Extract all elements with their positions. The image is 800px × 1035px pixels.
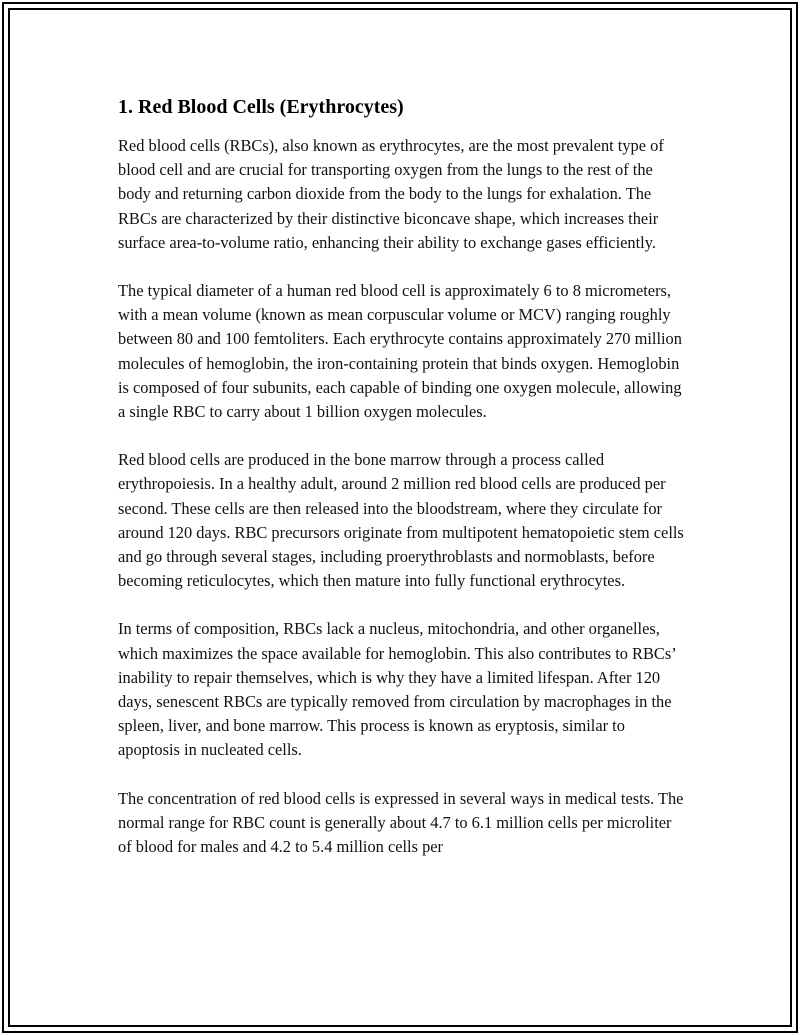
paragraph-size-hemoglobin: The typical diameter of a human red blood cell is approximately 6 to 8 micrometers, with a mean volume (known as mean corpuscular volume or MCV) ranging roughly between 80 and 100 femtoliters. Each erythrocyte contains approximately 270 million molecules of hemoglobin, the iron-containing protein that binds oxygen. Hemoglobin is composed of four subunits, each capable of binding one oxygen molecule, allowing a single RBC to carry about 1 billion oxygen molecules. — [118, 281, 682, 422]
paragraph-production: Red blood cells are produced in the bone marrow through a process called erythropoiesis. In a healthy adult, around 2 million red blood cells are produced per second. These cells are then released into the bloodstream, where they circulate for around 120 days. RBC precursors originate from multipotent hematopoietic stem cells and go through several stages, including proerythroblasts and normoblasts, before becoming reticulocytes, which then mature into fully functional erythrocytes. — [118, 450, 684, 591]
paragraph-composition: In terms of composition, RBCs lack a nucleus, mitochondria, and other organelles, which maximizes the space available for hemoglobin. This also contributes to RBCs’ inability to repair themselves, which is why they have a limited lifespan. After 120 days, senescent RBCs are typically removed from circulation by macrophages in the spleen, liver, and bone marrow. This process is known as eryptosis, similar to apoptosis in nucleated cells. — [118, 619, 676, 760]
paragraph-intro: Red blood cells (RBCs), also known as erythrocytes, are the most prevalent type of blood cell and are crucial for transporting oxygen from the lungs to the rest of the body and returning carbon dioxide from the body to the lungs for exhalation. The RBCs are characterized by their distinctive biconcave shape, which increases their surface area-to-volume ratio, enhancing their ability to exchange gases efficiently. — [118, 136, 664, 252]
section-heading: 1. Red Blood Cells (Erythrocytes) — [118, 96, 404, 118]
document-body — [118, 94, 688, 883]
paragraph-concentration: The concentration of red blood cells is expressed in several ways in medical tests. The normal range for RBC count is generally about 4.7 to 6.1 million cells per microliter of blood for males and 4.2 to 5.4 million cells per — [118, 788, 684, 857]
